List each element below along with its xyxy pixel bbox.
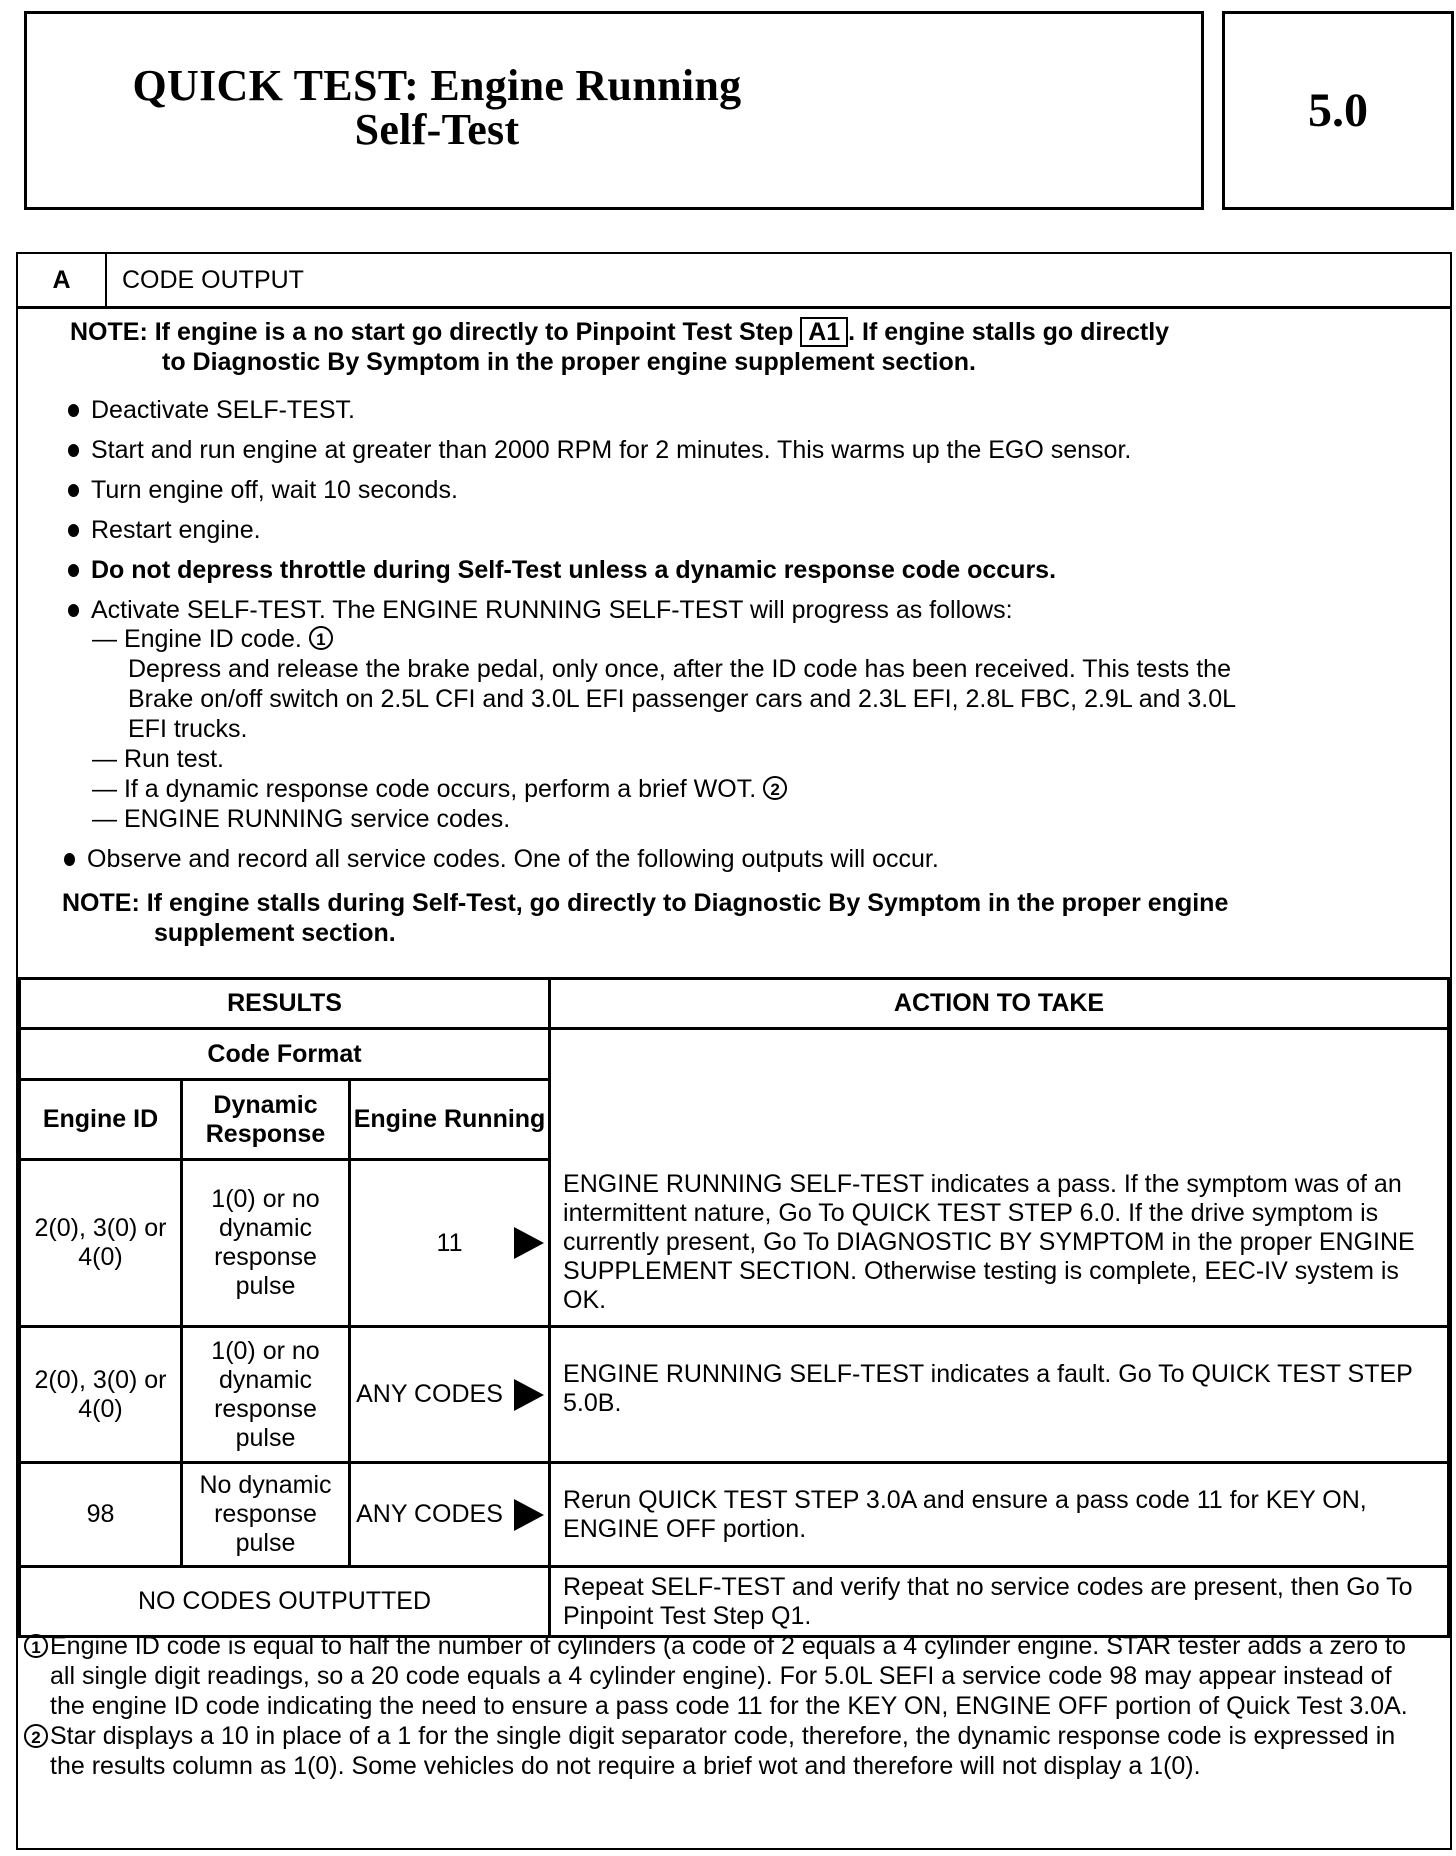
footnote-1-icon: 1 (24, 1634, 48, 1658)
bullet-item: Start and run engine at greater than 2000 RPM for 2 minutes. This warms up the EGO sensor. (68, 435, 1131, 465)
brake-instructions: Depress and release the brake pedal, only once, after the ID code has been received. This tests the Brake on/off switch on 2.5L CFI and 3.0L EFI passenger cars and 2.3L EFI, 2.8L FBC, 2.9L and 3.0L EFI trucks. (128, 655, 1237, 743)
no-codes-cell: NO CODES OUTPUTTED (20, 1567, 550, 1637)
bullet-icon (68, 444, 79, 457)
arrow-right-icon (514, 1379, 544, 1411)
sub-item-service-codes: — ENGINE RUNNING service codes. (92, 805, 511, 833)
note-text: If engine is a no start go directly to Pinpoint Test Step (154, 318, 794, 346)
footnote-1-icon: 1 (309, 626, 333, 650)
bullet-item-warning: Do not depress throttle during Self-Test unless a dynamic response code occurs. (68, 555, 1056, 585)
table-row (20, 1327, 1449, 1463)
sub-item-run-test: — Run test. (92, 745, 224, 773)
bullet-icon (64, 853, 75, 866)
footnote-2: 2 Star displays a 10 in place of a 1 for the single digit separator code, therefore, the dynamic response code is expressed in the results column as 1(0). Some vehicles do not require a brief wot and therefore will not display a 1(0). (18, 1721, 1450, 1781)
engine-running-cell: ANY CODES (350, 1327, 550, 1463)
table-row (20, 1463, 1449, 1567)
section-number: 5.0 (1222, 11, 1454, 210)
footnote-1: 1 Engine ID code is equal to half the number of cylinders (a code of 2 equals a 4 cylinder engine. STAR tester adds a zero to all single digit readings, so a 20 code equals a 4 cylinder engine). For 5.0L SEFI a service code 98 may appear instead of the engine ID code indicating the need to ensure a pass code 11 for the KEY ON, ENGINE OFF portion of Quick Test 3.0A. (18, 1631, 1450, 1721)
page-title-line1: QUICK TEST: Engine Running (132, 61, 742, 110)
note-text-after: . If engine stalls go directly (848, 318, 1170, 346)
engine-id-cell: 98 (20, 1463, 182, 1567)
note-no-start (70, 317, 1440, 377)
action-cell: ENGINE RUNNING SELF-TEST indicates a fault. Go To QUICK TEST STEP 5.0B. (550, 1327, 1449, 1463)
sub-item-wot: — If a dynamic response code occurs, perform a brief WOT. 2 (92, 774, 787, 804)
footnote-2-icon: 2 (763, 776, 787, 800)
action-header-spacer (550, 1029, 1449, 1160)
bullet-item: Turn engine off, wait 10 seconds. (68, 475, 458, 505)
note-text-line2: to Diagnostic By Symptom in the proper engine supplement section. (162, 348, 976, 376)
bullet-item: Restart engine. (68, 515, 261, 545)
note-label: NOTE: (70, 318, 148, 346)
table-row-no-codes (20, 1567, 1449, 1637)
page-title (27, 61, 847, 154)
bullet-item-observe: Observe and record all service codes. One of the following outputs will occur. (64, 844, 939, 874)
code-format-header: Code Format (20, 1029, 550, 1080)
arrow-right-icon (514, 1227, 544, 1259)
dynamic-response-cell: No dynamic response pulse (182, 1463, 350, 1567)
action-header: ACTION TO TAKE (550, 979, 1449, 1029)
bullet-icon (68, 564, 79, 577)
bullet-icon (68, 404, 79, 417)
dynamic-response-cell: 1(0) or no dynamic response pulse (182, 1327, 350, 1463)
bullet-icon (68, 484, 79, 497)
step-letter: A (18, 254, 107, 306)
test-step-panel (16, 252, 1452, 1850)
bullet-item: Activate SELF-TEST. The ENGINE RUNNING SELF-TEST will progress as follows: (68, 595, 1013, 625)
col-engine-running: Engine Running (350, 1080, 550, 1160)
results-table (18, 977, 1450, 1638)
bullet-icon (68, 524, 79, 537)
engine-id-cell: 2(0), 3(0) or 4(0) (20, 1160, 182, 1327)
table-row (20, 1160, 1449, 1327)
col-dynamic-response: Dynamic Response (182, 1080, 350, 1160)
dynamic-response-cell: 1(0) or no dynamic response pulse (182, 1160, 350, 1327)
action-cell: Repeat SELF-TEST and verify that no service codes are present, then Go To Pinpoint Test Step Q1. (550, 1567, 1449, 1637)
title-box (24, 11, 1204, 210)
sub-item-engine-id: — Engine ID code. 1 (92, 624, 333, 654)
note-stalls: NOTE: If engine stalls during Self-Test, go directly to Diagnostic By Symptom in the proper engine supplement section. (62, 889, 1229, 947)
footnote-2-icon: 2 (24, 1724, 48, 1748)
bullet-icon (68, 604, 79, 617)
engine-id-cell: 2(0), 3(0) or 4(0) (20, 1327, 182, 1463)
action-cell: Rerun QUICK TEST STEP 3.0A and ensure a pass code 11 for KEY ON, ENGINE OFF portion. (550, 1463, 1449, 1567)
col-engine-id: Engine ID (20, 1080, 182, 1160)
engine-running-cell: ANY CODES (350, 1463, 550, 1567)
note-label: NOTE: (62, 889, 140, 917)
page-title-line2: Self-Test (354, 105, 520, 154)
step-title: CODE OUTPUT (122, 266, 304, 294)
step-ref-a1[interactable]: A1 (800, 317, 848, 347)
bullet-item: Deactivate SELF-TEST. (68, 395, 355, 425)
results-header: RESULTS (20, 979, 550, 1029)
engine-running-cell: 11 (350, 1160, 550, 1327)
footnotes (18, 1631, 1450, 1781)
arrow-right-icon (514, 1499, 544, 1531)
step-header (18, 254, 1450, 309)
action-cell: ENGINE RUNNING SELF-TEST indicates a pass. If the symptom was of an intermittent nature, Go To QUICK TEST STEP 6.0. If the drive symptom is currently present, Go To DIAGNOSTIC BY SYMPTOM in the proper ENGINE SUPPLEMENT SECTION. Otherwise testing is complete, EEC-IV system is OK. (550, 1160, 1449, 1327)
